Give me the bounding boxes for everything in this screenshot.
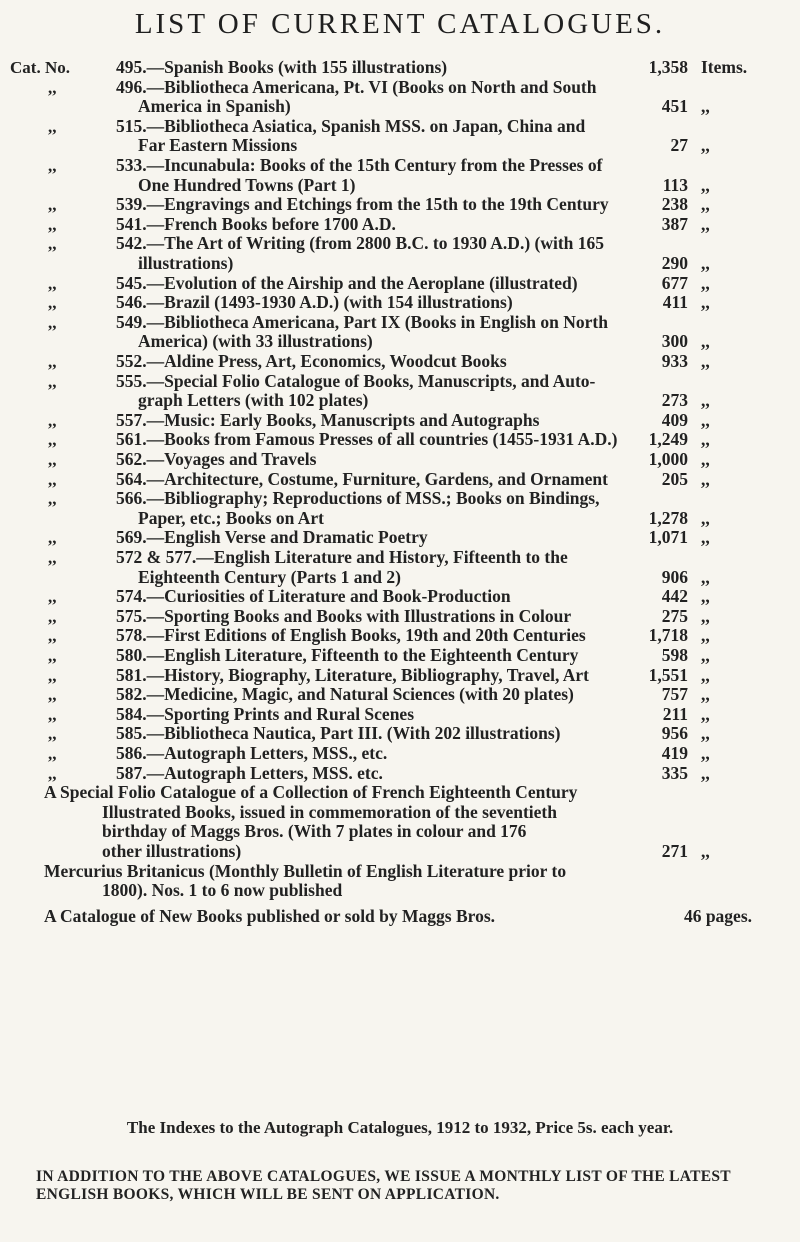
entry-count: 238 xyxy=(661,194,688,215)
entry-text: illustrations) xyxy=(138,253,234,273)
entry-prefix: ,, xyxy=(48,646,57,665)
entry-count: 1,718 xyxy=(648,625,688,646)
special-text: A Special Folio Catalogue of a Collection of French Eighteenth Century xyxy=(44,782,578,803)
entry-unit: ,, xyxy=(701,331,710,352)
entry-text: 546.—Brazil (1493-1930 A.D.) (with 154 illustrations) xyxy=(116,292,513,313)
entry-unit: ,, xyxy=(701,292,710,313)
entry-prefix: ,, xyxy=(48,214,57,234)
entry-text: graph Letters (with 102 plates) xyxy=(138,390,369,411)
entry-unit: ,, xyxy=(701,723,710,744)
index-note: The Indexes to the Autograph Catalogues, 1912 to 1932, Price 5s. each year. xyxy=(126,1118,674,1137)
entry-prefix: ,, xyxy=(48,195,57,215)
entry-count: 598 xyxy=(661,645,688,665)
entry-text: 580.—English Literature, Fifteenth to the Eighteenth Century xyxy=(116,645,579,665)
entry-prefix: ,, xyxy=(48,371,57,391)
entry-prefix: ,, xyxy=(48,77,57,97)
entry-prefix: ,, xyxy=(48,234,57,254)
entry-count: 113 xyxy=(662,174,688,195)
entry-prefix: ,, xyxy=(48,724,57,744)
entry-prefix: ,, xyxy=(48,116,57,136)
entry-prefix: Cat. No. xyxy=(10,58,70,77)
entry-count: 409 xyxy=(661,409,688,430)
entry-text: 585.—Bibliotheca Nautica, Part III. (With 202 illustrations) xyxy=(116,723,561,744)
entry-text: 496.—Bibliotheca Americana, Pt. VI (Books on North and South xyxy=(116,76,597,97)
entry-prefix: ,, xyxy=(48,626,57,646)
entry-count: 273 xyxy=(661,390,688,411)
special-text: other illustrations) xyxy=(102,841,242,861)
special-count: 46 pages. xyxy=(683,905,752,926)
entry-unit: ,, xyxy=(701,527,710,548)
entry-unit: ,, xyxy=(701,449,710,469)
entry-text: 541.—French Books before 1700 A.D. xyxy=(116,213,396,234)
entry-count: 442 xyxy=(661,586,688,607)
entry-unit: ,, xyxy=(701,351,710,371)
entry-prefix: ,, xyxy=(48,352,57,371)
entry-unit: ,, xyxy=(701,703,710,724)
entry-prefix: ,, xyxy=(48,685,57,705)
entry-text: 572 & 577.—English Literature and History, Fifteenth to the xyxy=(116,547,568,567)
entry-count: 677 xyxy=(661,272,688,293)
entry-unit: ,, xyxy=(701,625,710,646)
entry-text: Paper, etc.; Books on Art xyxy=(138,507,325,528)
entry-text: 584.—Sporting Prints and Rural Scenes xyxy=(116,703,415,724)
entry-count: 1,551 xyxy=(648,664,688,685)
entry-prefix: ,, xyxy=(48,293,57,313)
entry-prefix: ,, xyxy=(48,548,57,567)
entry-unit: ,, xyxy=(701,586,710,607)
entry-text: 533.—Incunabula: Books of the 15th Century from the Presses of xyxy=(116,155,603,175)
entry-unit: ,, xyxy=(701,390,710,411)
entry-text: 578.—First Editions of English Books, 19th and 20th Centuries xyxy=(116,625,586,646)
entry-prefix: ,, xyxy=(48,744,57,763)
entry-prefix: ,, xyxy=(48,528,57,548)
special-text: 1800). Nos. 1 to 6 now published xyxy=(102,880,343,901)
entry-text: 545.—Evolution of the Airship and the Aeroplane (illustrated) xyxy=(116,272,578,293)
entry-prefix: ,, xyxy=(48,430,57,450)
entry-count: 290 xyxy=(661,253,688,273)
entry-prefix: ,, xyxy=(48,450,57,469)
entry-count: 1,278 xyxy=(648,507,688,528)
entry-text: 564.—Architecture, Costume, Furniture, Gardens, and Ornament xyxy=(116,468,608,489)
entry-text: One Hundred Towns (Part 1) xyxy=(138,174,356,195)
entry-count: 419 xyxy=(661,743,688,763)
entry-unit: ,, xyxy=(701,409,710,430)
entry-text: Far Eastern Missions xyxy=(138,135,298,156)
entry-unit: ,, xyxy=(701,684,710,705)
entry-count: 387 xyxy=(661,213,688,234)
entry-text: America) (with 33 illustrations) xyxy=(138,331,373,352)
entry-count: 451 xyxy=(661,96,688,117)
entry-unit: ,, xyxy=(701,664,710,685)
entry-text: 561.—Books from Famous Presses of all countries (1455-1931 A.D.) xyxy=(116,429,618,450)
notice-text: IN ADDITION TO THE ABOVE CATALOGUES, WE ISSUE A MONTHLY LIST OF THE LATEST ENGLISH BOOKS, WHICH WILL BE SENT ON APPLICATION. xyxy=(36,1168,731,1203)
entry-unit: ,, xyxy=(701,762,710,783)
entry-text: 549.—Bibliotheca Americana, Part IX (Books in English on North xyxy=(116,311,608,332)
entry-unit: ,, xyxy=(701,429,710,450)
entry-unit: ,, xyxy=(701,468,710,489)
entry-count: 411 xyxy=(662,292,688,313)
entry-text: 539.—Engravings and Etchings from the 15th to the 19th Century xyxy=(116,194,609,215)
entry-unit: ,, xyxy=(701,135,710,156)
entry-count: 1,000 xyxy=(648,449,688,469)
entry-prefix: ,, xyxy=(48,312,57,332)
entry-unit: Items. xyxy=(701,57,748,77)
entry-count: 757 xyxy=(661,684,688,705)
special-text: birthday of Maggs Bros. (With 7 plates in colour and 176 xyxy=(102,821,527,842)
entry-text: 555.—Special Folio Catalogue of Books, Manuscripts, and Auto- xyxy=(116,370,596,391)
entry-prefix: ,, xyxy=(48,665,57,685)
entry-prefix: ,, xyxy=(48,606,57,626)
entry-text: 542.—The Art of Writing (from 2800 B.C. to 1930 A.D.) (with 165 xyxy=(116,233,605,254)
entry-text: 587.—Autograph Letters, MSS. etc. xyxy=(116,762,383,783)
special-text: Illustrated Books, issued in commemoration of the seventieth xyxy=(102,801,557,822)
entry-prefix: ,, xyxy=(48,489,57,509)
entry-count: 335 xyxy=(661,762,688,783)
special-text: A Catalogue of New Books published or sold by Maggs Bros. xyxy=(44,905,496,926)
entry-text: America in Spanish) xyxy=(138,96,291,117)
entry-text: 495.—Spanish Books (with 155 illustrations) xyxy=(116,57,448,77)
entry-unit: ,, xyxy=(701,645,710,665)
entry-text: 569.—English Verse and Dramatic Poetry xyxy=(116,527,428,548)
entry-text: 515.—Bibliotheca Asiatica, Spanish MSS. on Japan, China and xyxy=(116,115,586,136)
entry-unit: ,, xyxy=(701,605,710,626)
entry-text: 557.—Music: Early Books, Manuscripts and Autographs xyxy=(116,409,540,430)
entry-count: 27 xyxy=(670,135,688,156)
entry-text: Eighteenth Century (Parts 1 and 2) xyxy=(138,566,401,587)
entry-count: 906 xyxy=(661,566,688,587)
entry-prefix: ,, xyxy=(48,410,57,430)
entry-count: 300 xyxy=(661,331,688,352)
entry-unit: ,, xyxy=(701,743,710,763)
entry-count: 1,071 xyxy=(648,527,688,548)
entry-count: 956 xyxy=(661,723,688,744)
entry-prefix: ,, xyxy=(48,587,57,607)
page-title: LIST OF CURRENT CATALOGUES. xyxy=(134,8,666,40)
entry-text: 586.—Autograph Letters, MSS., etc. xyxy=(116,743,388,763)
entry-unit: ,, xyxy=(701,272,710,293)
entry-text: 581.—History, Biography, Literature, Bibliography, Travel, Art xyxy=(116,664,589,685)
entry-count: 933 xyxy=(661,351,688,371)
entry-unit: ,, xyxy=(701,507,710,528)
entry-unit: ,, xyxy=(701,566,710,587)
entry-prefix: ,, xyxy=(48,273,57,293)
entry-text: 582.—Medicine, Magic, and Natural Sciences (with 20 plates) xyxy=(116,684,574,705)
entry-unit: ,, xyxy=(701,253,710,273)
special-unit: ,, xyxy=(701,841,710,861)
entry-prefix: ,, xyxy=(48,156,57,175)
special-text: Mercurius Britanicus (Monthly Bulletin of English Literature prior to xyxy=(44,860,567,881)
entry-text: 552.—Aldine Press, Art, Economics, Woodcut Books xyxy=(116,351,507,371)
entry-text: 574.—Curiosities of Literature and Book-Production xyxy=(116,586,511,607)
entry-count: 1,249 xyxy=(648,429,688,450)
entry-count: 205 xyxy=(661,468,688,489)
entry-unit: ,, xyxy=(701,213,710,234)
entry-text: 575.—Sporting Books and Books with Illustrations in Colour xyxy=(116,605,572,626)
entry-text: 562.—Voyages and Travels xyxy=(116,449,317,469)
entry-unit: ,, xyxy=(701,194,710,215)
entry-text: 566.—Bibliography; Reproductions of MSS.; Books on Bindings, xyxy=(116,488,600,509)
entry-count: 211 xyxy=(662,703,688,724)
entry-count: 1,358 xyxy=(648,57,688,77)
entry-count: 275 xyxy=(661,605,688,626)
entry-prefix: ,, xyxy=(48,469,57,489)
entry-prefix: ,, xyxy=(48,704,57,724)
special-count: 271 xyxy=(661,841,688,861)
entry-unit: ,, xyxy=(701,96,710,117)
entry-prefix: ,, xyxy=(48,763,57,783)
entry-unit: ,, xyxy=(701,174,710,195)
